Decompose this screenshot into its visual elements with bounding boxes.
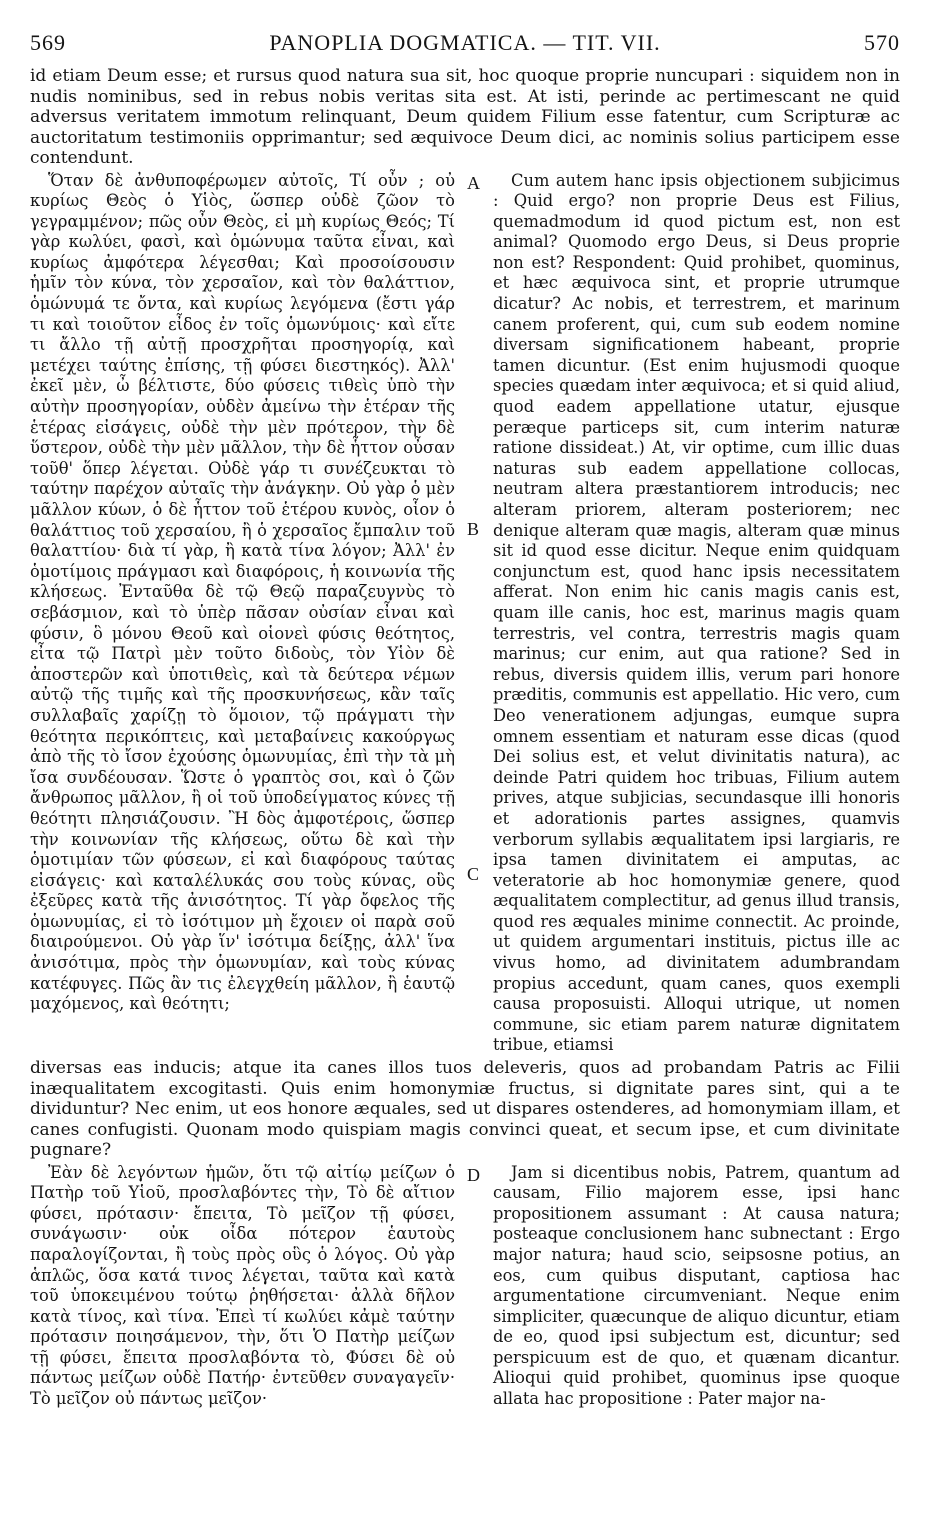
section-markers-2: [463, 1163, 493, 1410]
left-page-number: 569: [30, 30, 66, 55]
parallel-section-1: [30, 171, 900, 1057]
greek-column-1: Ὅταν δὲ ἀνθυποφέρωμεν αὐτοῖς, Τί οὖν ; οὐ κυρίως Θεὸς ὁ Υἱὸς, ὥσπερ οὐδὲ ζῶον τὸ γεγραμμένον; πῶς οὖν Θεὸς, εἰ μὴ κυρίως Θεός; Τί γὰρ κωλύει, φασὶ, καὶ ὁμώνυμα ταῦτα εἶναι, καὶ κυρίως ἀμφότερα λέγεσθαι; Καὶ προσοίσουσιν ἡμῖν τὸν κύνα, τὸν χερσαῖον, καὶ τὸν θαλάττιον, ὁμώνυμά τε ὄντα, καὶ κυρίως λεγόμενα (ἔστι γάρ τι καὶ τοιοῦτον εἶδος ἐν τοῖς ὁμωνύμοις· καὶ εἴτε τι ἄλλο τῇ αὐτῇ προσχρῆται προσηγορίᾳ, καὶ μετέχει ταύτης ἐπίσης, τῇ φύσει διεστηκός). Ἀλλ' ἐκεῖ μὲν, ὦ βέλτιστε, δύο φύσεις τιθεὶς ὑπὸ τὴν αὐτὴν προσηγορίαν, οὐδὲν ἀμείνω τὴν ἑτέραν τῆς ἑτέρας εἰσάγεις, οὐδὲ τὴν μὲν πρότερον, τὴν δὲ ὕστερον, οὐδὲ τὴν μὲν μᾶλλον, τὴν δὲ ἧττον οὖσαν τοῦθ' ὅπερ λέγεται. Οὐδὲ γάρ τι συνέζευκται τὸ ταύτην παρέχον αὐταῖς τὴν ἀνάγκην. Οὐ γὰρ ὁ μὲν μᾶλλον κύων, ὁ δὲ ἧττον τοῦ ἑτέρου κυνὸς, οἷον ὁ θαλάττιος τοῦ χερσαίου, ἢ ὁ χερσαῖος ἔμπαλιν τοῦ θαλαττίου· διὰ τί γὰρ, ἢ κατὰ τίνα λόγον; Ἀλλ' ἐν ὁμοτίμοις πράγμασι καὶ διαφόροις, ἡ κοινωνία τῆς κλήσεως. Ἐνταῦθα δὲ τῷ Θεῷ παραζευγνὺς τὸ σεβάσμιον, καὶ τὸ ὑπὲρ πᾶσαν οὐσίαν εἶναι καὶ φύσιν, ὃ μόνου Θεοῦ καὶ οἱονεὶ φύσις θεότητος, εἶτα τῷ Πατρὶ μὲν τοῦτο διδοὺς, τὸν Υἱὸν δὲ ἀποστερῶν καὶ ὑποτιθεὶς, καὶ τὰ δεύτερα νέμων αὐτῷ τῆς τιμῆς καὶ τῆς προσκυνήσεως, κἂν ταῖς συλλαβαῖς χαρίζῃ τὸ ὅμοιον, τῷ πράγματι τὴν θεότητα περικόπτεις, καὶ μεταβαίνεις κακούργως ἀπὸ τῆς τὸ ἴσον ἐχούσης ὁμωνυμίας, ἐπὶ τὴν τὰ μὴ ἴσα συνδέουσαν. Ὥστε ὁ γραπτὸς σοι, καὶ ὁ ζῶν ἄνθρωπος μᾶλλον, ἢ οἱ τοῦ ὑποδείγματος κύνες τῇ θεότητι πλησιάζουσιν. Ἢ δὸς ἀμφοτέροις, ὥσπερ τὴν κοινωνίαν τῆς κλήσεως, οὕτω δὲ καὶ τὴν ὁμοτιμίαν τῶν φύσεων, εἰ καὶ διαφόρους ταύτας εἰσάγεις· καὶ καταλέλυκάς σου τοὺς κύνας, οὓς ἐξεῦρες κατὰ τῆς ἀνισότητος. Τί γὰρ ὄφελος τῆς ὁμωνυμίας, εἰ τὸ ἰσότιμον μὴ ἔχοιεν οἱ παρὰ σοῦ διαιρούμενοι. Οὐ γὰρ ἵν' ἰσότιμα δείξῃς, ἀλλ' ἵνα ἀνισότιμα, πρὸς τὴν ὁμωνυμίαν, καὶ τοὺς κύνας κατέφυγες. Πῶς ἂν τις ἐλεγχθείη μᾶλλον, ἢ ἑαυτῷ μαχόμενος, καὶ θεότητι;: [30, 170, 455, 1014]
greek-column-2: Ἐὰν δὲ λεγόντων ἡμῶν, ὅτι τῷ αἰτίῳ μείζων ὁ Πατὴρ τοῦ Υἱοῦ, προσλαβόντες τὴν, Τὸ δὲ αἴτιον φύσει, πρότασιν· ἔπειτα, Τὸ μεῖζον τῇ φύσει, συνάγωσιν· οὐκ οἶδα πότερον ἑαυτοὺς παραλογίζονται, ἢ τοὺς πρὸς οὓς ὁ λόγος. Οὐ γὰρ ἁπλῶς, ὅσα κατά τινος λέγεται, ταῦτα καὶ κατὰ τοῦ ὑποκειμένου τούτῳ ῥηθήσεται· ἀλλὰ δῆλον κατὰ τίνος, καὶ τίνα. Ἐπεὶ τί κωλύει κἀμὲ ταύτην πρότασιν ποιησάμενον, τὴν, ὅτι Ὁ Πατὴρ μείζων τῇ φύσει, ἔπειτα προσλαβόντα τὸ, Φύσει δὲ οὐ πάντως μείζων οὐδὲ Πατήρ· ἐντεῦθεν συναγαγεῖν· Τὸ μεῖζον οὐ πάντως μεῖζον·: [30, 1162, 455, 1409]
marker-b: B: [467, 518, 480, 539]
latin-column-2: Jam si dicentibus nobis, Patrem, quantum ad causam, Filio majorem esse, ipsi hanc propositionem assumant : At causa natura; posteaque conclusionem hanc subnectant : Ergo major natura; haud scio, seipsosne potius, an eos, cum quibus disputant, captiosa hac argumentatione circumveniant. Neque enim simpliciter, quæcunque de aliquo dicuntur, etiam de eo, quod ipsi subjectum est, dicuntur; sed perspicuum est de quo, et quænam dicantur. Alioqui quid prohibet, quominus ipse quoque allata hac propositione : Pater major na-: [493, 1162, 900, 1409]
middle-paragraph: diversas eas inducis; atque ita canes illos tuos deleveris, quos ad probandam Patris ac Filii inæqualitatem excogitasti. Quis enim homonymiæ fructus, si dignitate pares sint, qui a te dividuntur? Nec enim, ut eos honore æquales, sed ut dispares ostenderes, ad homonymiam illam, et canes confugisti. Quonam modo quispiam magis convinci queat, et secum ipse, et cum divinitate pugnare?: [30, 1058, 900, 1161]
marker-c: C: [467, 863, 480, 884]
running-title: PANOPLIA DOGMATICA. — TIT. VII.: [269, 30, 661, 55]
top-paragraph: id etiam Deum esse; et rursus quod natura sua sit, hoc quoque proprie nuncupari : siquidem non in nudis nominibus, sed in rebus nobis veritas sita est. At isti, perinde ac pertimescant ne quid adversus veritatem immotum relinquant, Deum quidem Filium esse fatentur, cum Scripturæ ac auctoritatum testimoniis opprimantur; sed æquivoce Deum dici, ac nominis solius participem esse contendunt.: [30, 66, 900, 168]
marker-d: D: [467, 1164, 480, 1185]
latin-column-1: Cum autem hanc ipsis objectionem subjicimus : Quid ergo? non proprie Deus est Filius, quemadmodum id quod pictum est, non est animal? Quomodo ergo Deus, si Deus proprie non est? Respondent: Quid prohibet, quominus, et hæc æquivoca sint, et proprie utrumque dicatur? Ac nobis, et terrestrem, et marinum canem proferent, qui, cum sub eodem nomine diversam significationem habeant, proprie tamen dicuntur. (Est enim hujusmodi quoque species quædam inter æquivoca; et si quid aliud, quod eadem appellatione utatur, ejusque peræque particeps sit, cum interim naturæ ratione dissideat.) At, vir optime, cum illic duas naturas sub eadem appellatione collocas, neutram altera præstantiorem introducis; nec alteram priorem, alteram posteriorem; nec denique alteram quæ magis, alteram quæ minus sit id quod esse dicitur. Neque enim quidquam conjunctum est, quod hanc ipsis necessitatem afferat. Non enim hic canis magis canis est, quam ille canis, hoc est, marinus magis quam terrestris, vel contra, terrestris magis quam marinus; cur enim, aut qua ratione? Sed in rebus, diversis quidem illis, verum pari honore præditis, communis est appellatio. Hic vero, cum Deo venerationem adjungas, eumque supra omnem essentiam et naturam esse dicas (quod Dei solius est, et velut divinitatis natura), ac deinde Patri quidem hoc tribuas, Filium autem prives, atque subjicias, secundasque illi honoris et adorationis partes assignes, quamvis verborum syllabis æqualitatem ipsi largiaris, re ipsa tamen divinitatem ei amputas, ac veteratorie ab hoc homonymiæ genere, quod æqualitatem complectitur, ad genus illud transis, quod res æquales minime connectit. Ac proinde, ut quidem argumentari instituis, pictus ille ac vivus homo, ad divinitatem adumbrandam propius accedunt, quam canes, quos exempli causa proposuisti. Alloqui utrique, ut nomen commune, sic etiam parem naturæ dignitatem tribue, etiamsi: [493, 170, 900, 1055]
parallel-section-2: [30, 1163, 900, 1410]
page: [30, 30, 900, 1410]
marker-a: A: [467, 172, 480, 193]
right-page-number: 570: [864, 30, 900, 55]
running-header: [30, 30, 900, 60]
section-markers-1: [463, 171, 493, 1057]
